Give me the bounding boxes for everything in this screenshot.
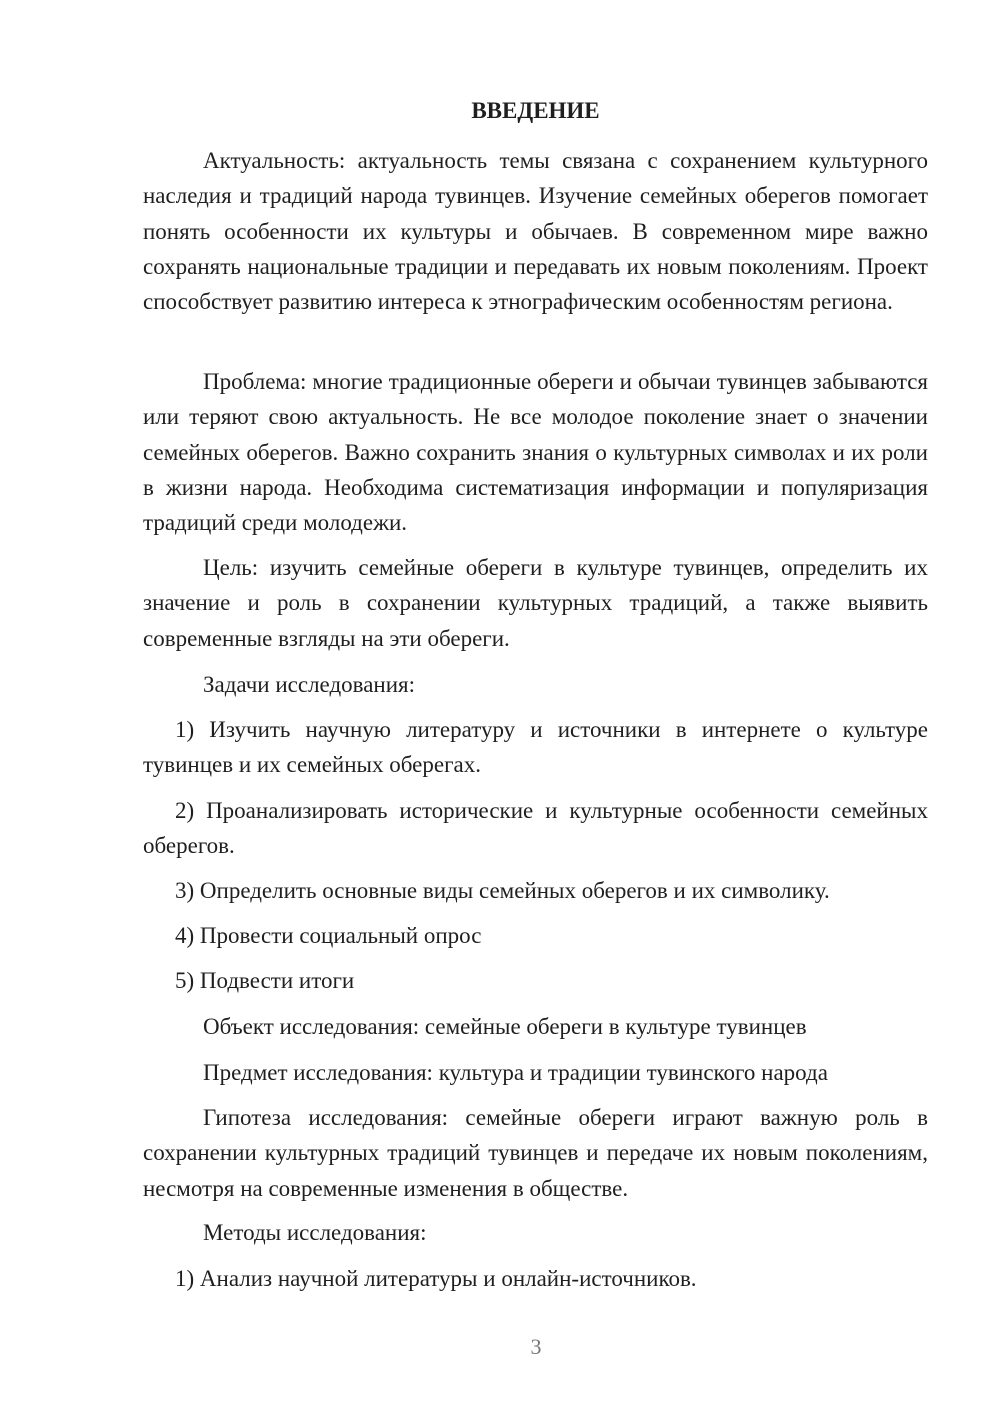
goal-paragraph: Цель: изучить семейные обереги в культуре тувинцев, определить их значение и роль в сохранении культурных традиций, а также выявить современные взгляды на эти обереги. [143, 555, 928, 651]
method-item-1: 1) Анализ научной литературы и онлайн-источников. [175, 1266, 697, 1291]
research-subject: Предмет исследования: культура и традиции тувинского народа [203, 1060, 828, 1085]
task-item-1: 1) Изучить научную литературу и источники в интернете о культуре тувинцев и их семейных оберегах. [143, 717, 928, 778]
task-item-2: 2) Проанализировать исторические и культурные особенности семейных оберегов. [143, 798, 928, 859]
task-item-3: 3) Определить основные виды семейных оберегов и их символику. [175, 878, 830, 903]
methods-heading: Методы исследования: [203, 1220, 427, 1245]
relevance-paragraph: Актуальность: актуальность темы связана с сохранением культурного наследия и традиций народа тувинцев. Изучение семейных оберегов помогает понять особенности их культуры и обычаев. В современном мире важно сохранять национальные традиции и передавать их новым поколениям. Проект способствует развитию интереса к этнографическим особенностям региона. [143, 148, 928, 315]
tasks-heading: Задачи исследования: [203, 672, 416, 697]
research-hypothesis: Гипотеза исследования: семейные обереги играют важную роль в сохранении культурных традиций тувинцев и передаче их новым поколениям, несмотря на современные изменения в обществе. [143, 1105, 928, 1201]
page-title: ВВЕДЕНИЕ [471, 98, 600, 123]
page-number: 3 [530, 1334, 542, 1359]
research-object: Объект исследования: семейные обереги в культуре тувинцев [203, 1014, 807, 1039]
task-item-5: 5) Подвести итоги [175, 968, 355, 993]
task-item-4: 4) Провести социальный опрос [175, 923, 482, 948]
problem-paragraph: Проблема: многие традиционные обереги и обычаи тувинцев забываются или теряют свою актуальность. Не все молодое поколение знает о значении семейных оберегов. Важно сохранить знания о культурных символах и их роли в жизни народа. Необходима систематизация информации и популяризация традиций среди молодежи. [143, 369, 928, 536]
